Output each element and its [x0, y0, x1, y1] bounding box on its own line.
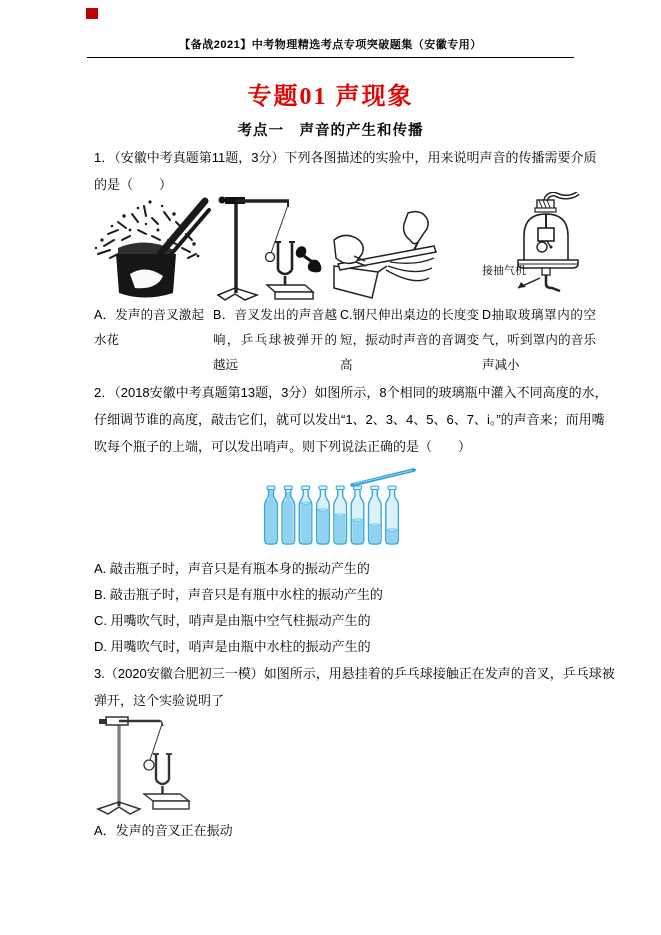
q2-option-a: A. 敲击瓶子时，声音只是有瓶本身的振动产生的	[94, 561, 370, 576]
bell-jar-figure-wrap	[480, 192, 595, 304]
q1-stem-line-2: 的是（ ）	[94, 177, 173, 192]
bottle-5	[334, 486, 347, 544]
stand-ball-tuning-fork-figure	[92, 714, 197, 818]
bottle-7	[369, 486, 382, 544]
q3-stem-line-1: 3.（2020安徽合肥初三一模）如图所示，用悬挂着的乒乓球接触正在发声的音叉，乒乓球被	[94, 666, 615, 681]
q1-option-a: A．发声的音叉激起水花	[94, 308, 204, 347]
q1-figure-row	[88, 192, 598, 304]
bottle-6	[351, 486, 364, 544]
q1-stem	[94, 144, 597, 198]
q1-option-b: B．音叉发出的声音越响，乒乓球被弹开的越远	[213, 308, 337, 372]
q2-stem-line-1: 2．（2018安徽中考真题第13题，3分）如图所示，8个相同的玻璃瓶中灌入不同高度的水，	[94, 385, 608, 400]
bottle-4	[317, 486, 330, 544]
q2-options	[94, 556, 383, 660]
doc-header: 【备战2021】中考物理精选考点专项突破题集（安徽专用）	[87, 36, 574, 58]
q2-stem-line-2: 仔细调节谁的高度，敲击它们，就可以发出“1、2、3、4、5、6、7、i。”的声音来；而用嘴	[94, 412, 605, 427]
q3-stem-line-2: 弹开，这个实验说明了	[94, 693, 225, 708]
q3-option-a: A．发声的音叉正在振动	[94, 823, 233, 838]
q2-stem	[94, 379, 608, 460]
q3-stem	[94, 660, 615, 714]
q2-option-b: B. 敲击瓶子时，声音只是有瓶中水柱的振动产生的	[94, 587, 383, 602]
ruler-table-edge-figure	[332, 208, 445, 304]
q2-option-c: C. 用嘴吹气时，哨声是由瓶中空气柱振动产生的	[94, 613, 371, 628]
bottle-8	[386, 486, 399, 544]
q2-stem-line-3: 吹每个瓶子的上端，可以发出哨声。则下列说法正确的是（ ）	[94, 439, 472, 454]
red-corner-mark	[86, 8, 98, 19]
bottle-3	[299, 486, 312, 544]
q1-option-d: D抽取玻璃罩内的空气，听到罩内的音乐声减小	[482, 308, 596, 372]
q1-option-c: C.钢尺伸出桌边的长度变短，振动时声音的音调变高	[340, 308, 479, 372]
stand-ball-fork-mallet-figure	[215, 192, 323, 304]
q1-stem-line-1: 1．（安徽中考真题第11题，3分）下列各图描述的实验中，用来说明声音的传播需要介质	[94, 150, 597, 165]
bell-jar-figure	[480, 192, 595, 304]
bell-jar-pump-label: 接抽气机	[482, 265, 526, 277]
tuning-fork-splash-figure	[88, 196, 213, 302]
section-heading: 考点一 声音的产生和传播	[237, 123, 424, 139]
bottle-2	[282, 486, 295, 544]
bottle-1	[265, 486, 278, 544]
page-title: 专题01 声现象	[247, 84, 414, 110]
eight-bottles-figure	[262, 464, 420, 556]
q2-option-d: D. 用嘴吹气时，哨声是由瓶中水柱的振动产生的	[94, 639, 371, 654]
